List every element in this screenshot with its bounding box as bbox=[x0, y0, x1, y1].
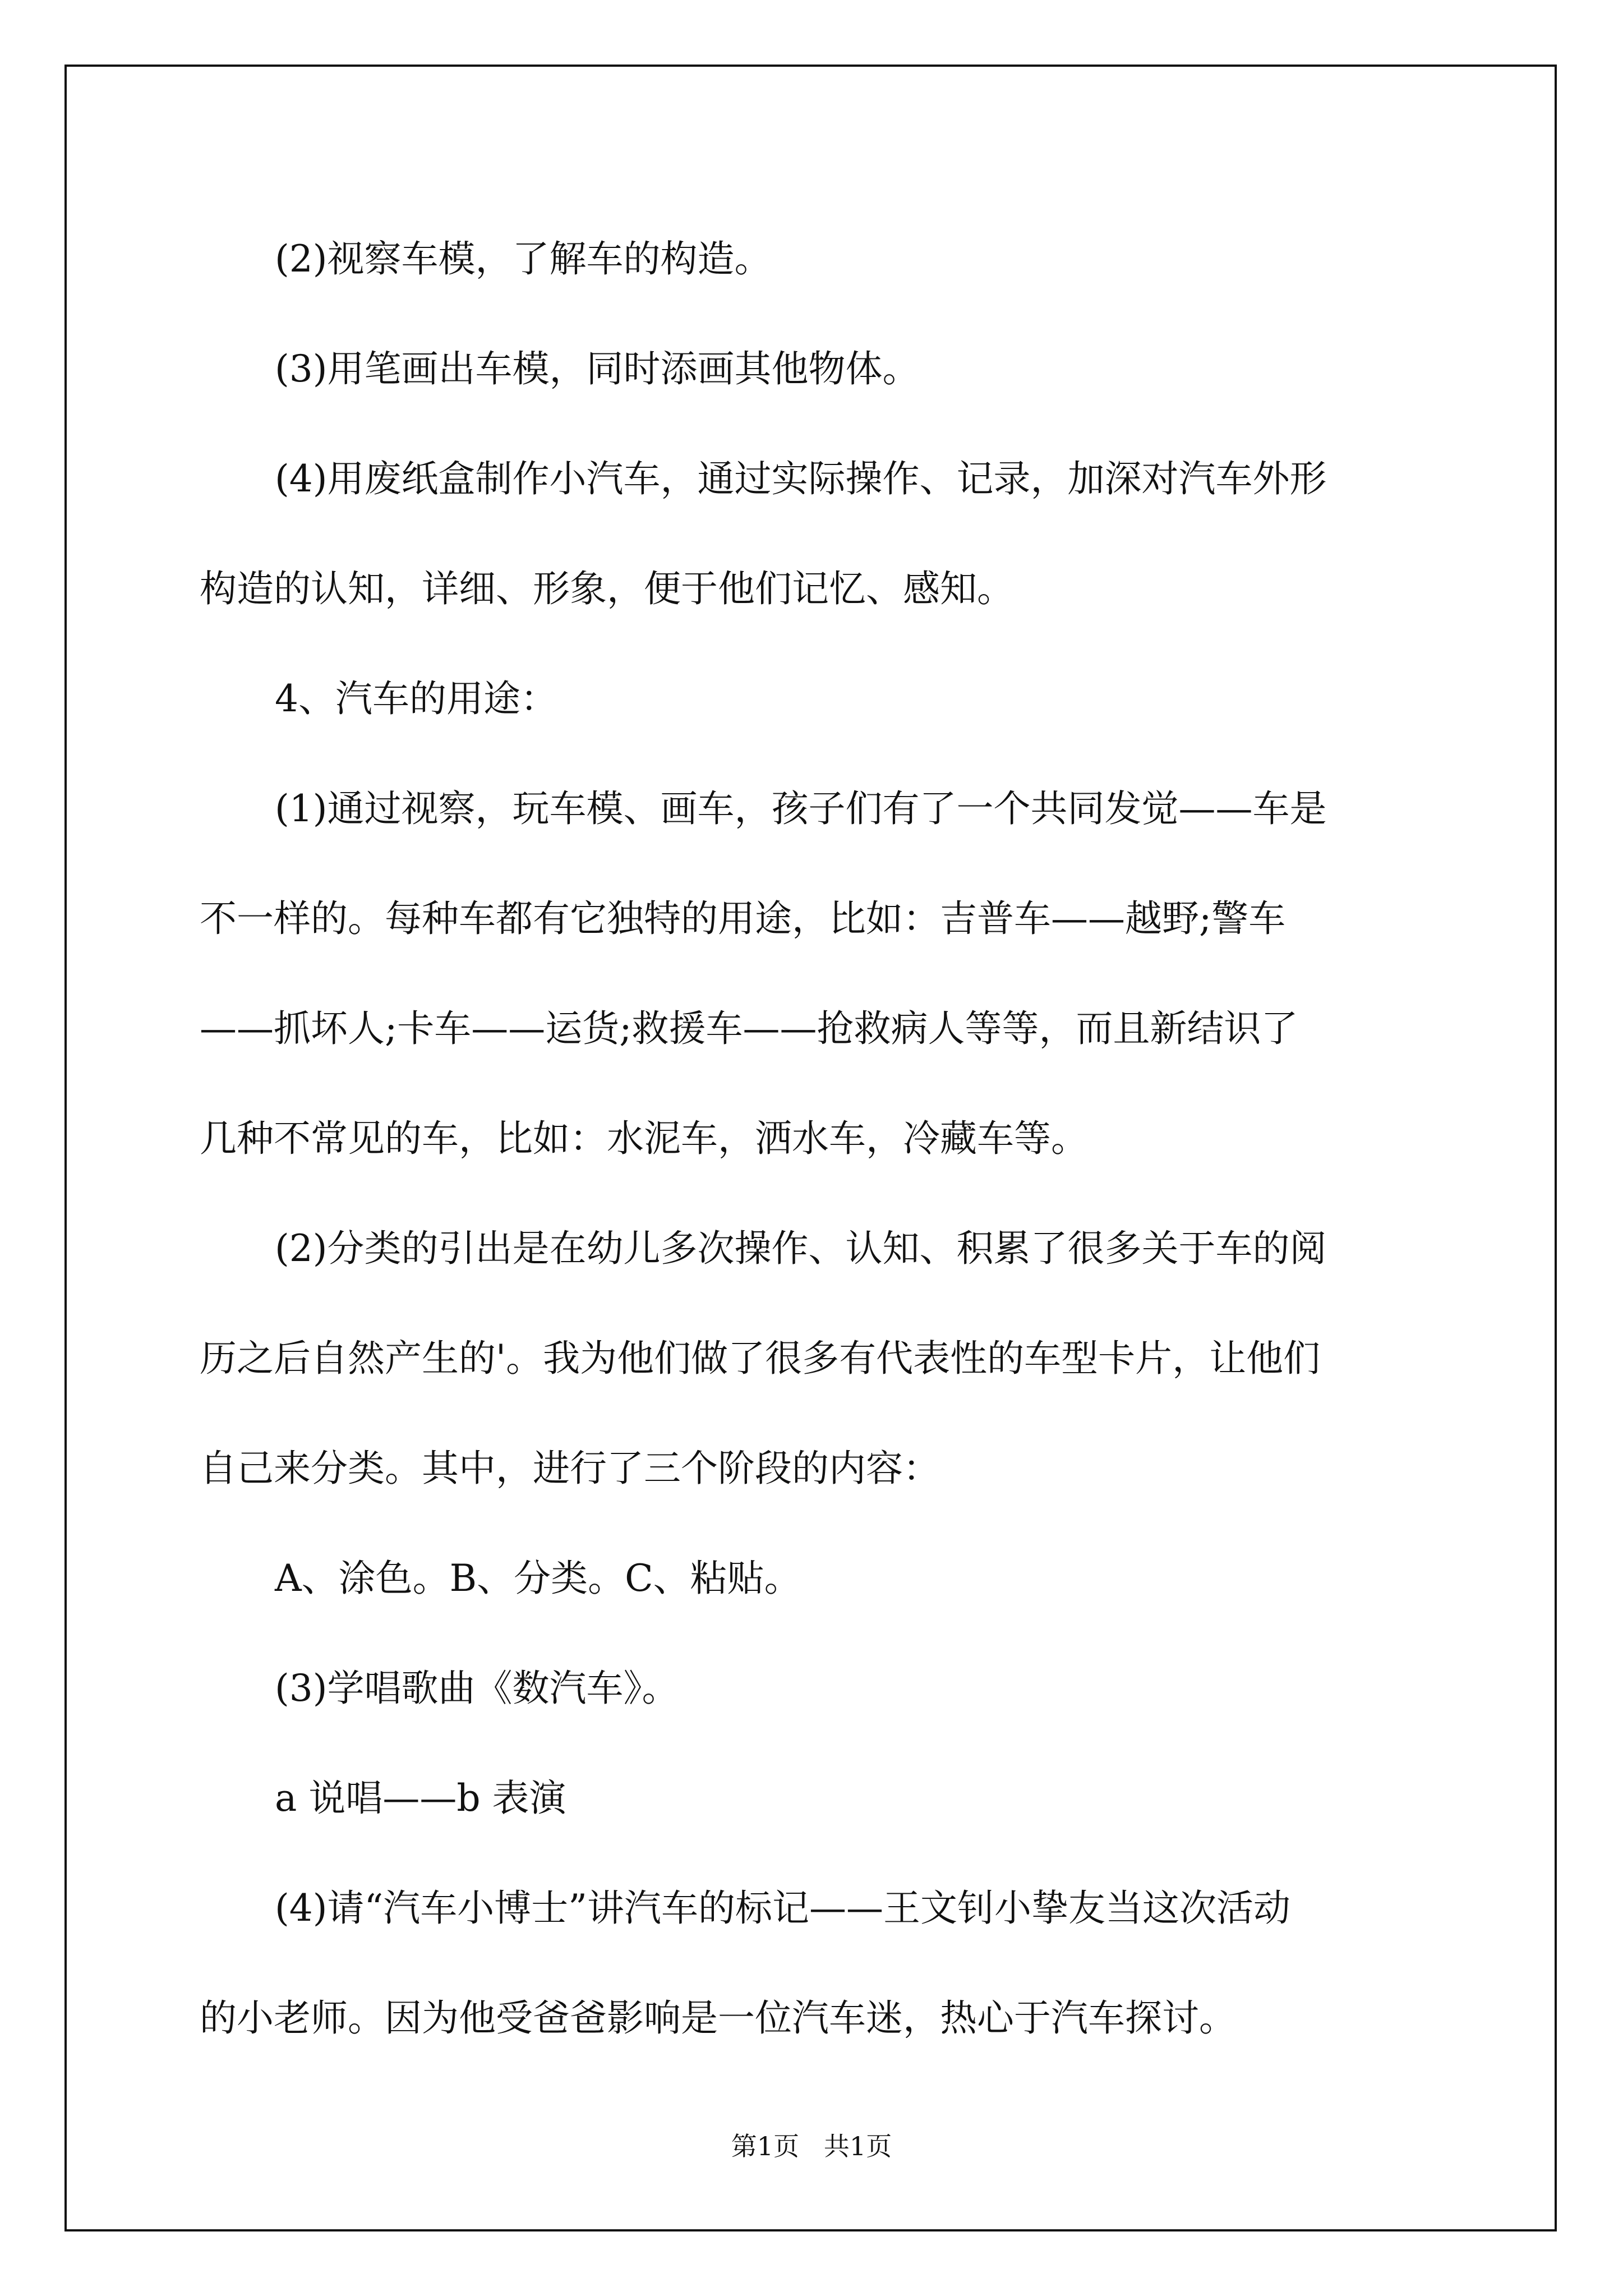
paragraph-line: (3)学唱歌曲《数汽车》。 bbox=[275, 1667, 679, 1710]
paragraph-line: a 说唱——b 表演 bbox=[275, 1777, 566, 1820]
document-body bbox=[200, 204, 1433, 2073]
paragraph-line: (2)视察车模，了解车的构造。 bbox=[275, 237, 772, 280]
paragraph-line: 自己来分类。其中，进行了三个阶段的内容： bbox=[200, 1447, 940, 1490]
paragraph-line: (1)通过视察，玩车模、画车，孩子们有了一个共同发觉——车是 bbox=[275, 787, 1327, 830]
paragraph-line: 历之后自然产生的'。我为他们做了很多有代表性的车型卡片，让他们 bbox=[200, 1337, 1321, 1380]
paragraph-line: (2)分类的引出是在幼儿多次操作、认知、积累了很多关于车的阅 bbox=[275, 1227, 1327, 1270]
paragraph-line: (4)请“汽车小博士”讲汽车的标记——王文钊小挚友当这次活动 bbox=[275, 1887, 1290, 1930]
paragraph-line: (3)用笔画出车模，同时添画其他物体。 bbox=[275, 347, 920, 390]
paragraph-line: 构造的认知，详细、形象，便于他们记忆、感知。 bbox=[200, 567, 1014, 610]
paragraph-line: 的小老师。因为他受爸爸影响是一位汽车迷，热心于汽车探讨。 bbox=[200, 1996, 1236, 2040]
paragraph-line: A、涂色。B、分类。C、粘贴。 bbox=[275, 1557, 801, 1600]
paragraph-line: ——抓坏人;卡车——运货;救援车——抢救病人等等，而且新结识了 bbox=[200, 1007, 1298, 1050]
paragraph-line: 几种不常见的车，比如：水泥车，洒水车，冷藏车等。 bbox=[200, 1117, 1088, 1160]
paragraph-line: 不一样的。每种车都有它独特的用途，比如：吉普车——越野;警车 bbox=[200, 897, 1286, 940]
page-number-footer: 第1页 共1页 bbox=[731, 2131, 892, 2161]
paragraph-line: (4)用废纸盒制作小汽车，通过实际操作、记录，加深对汽车外形 bbox=[275, 457, 1327, 500]
section-heading: 4、汽车的用途： bbox=[275, 677, 557, 720]
